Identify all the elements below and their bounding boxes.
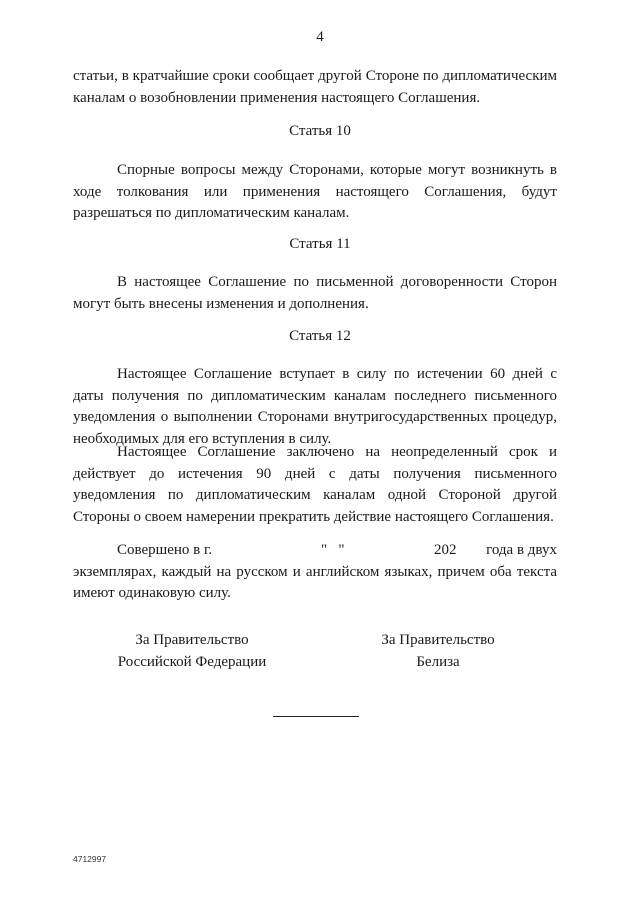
article-10-heading: Статья 10 (289, 123, 351, 139)
signature-belize-line2: Белиза (416, 653, 460, 670)
article-12-paragraph-2: Настоящее Соглашение заключено на неопределенный срок и действует до истечения 90 дней с даты получения письменного уведомления по дипломатическим каналам одной Стороной другой Стороны о своем намерении прекратить действие настоящего Соглашения. (73, 444, 557, 525)
continuation-paragraph: статьи, в кратчайшие сроки сообщает другой Стороне по дипломатическим каналам о возобновлении применения настоящего Соглашения. (73, 68, 557, 106)
separator-line (273, 716, 359, 717)
done-in-prefix: Совершено в г. (117, 542, 213, 558)
signature-belize-line1: За Правительство (381, 632, 495, 648)
done-in-year: 202 (434, 542, 457, 558)
done-in-rest: экземплярах, каждый на русском и английском языках, причем оба текста имеют одинаковую силу. (73, 563, 557, 601)
done-in-quotes: " " (321, 542, 345, 558)
done-in-suffix: года в двух (486, 542, 557, 558)
article-10-paragraph: Спорные вопросы между Сторонами, которые могут возникнуть в ходе толкования или применения настоящего Соглашения, будут разрешаться по дипломатическим каналам. (73, 162, 557, 221)
article-11-paragraph: В настоящее Соглашение по письменной договоренности Сторон могут быть внесены изменения и дополнения. (73, 274, 557, 312)
document-code: 4712997 (73, 854, 107, 864)
signature-russia-line1: За Правительство (135, 632, 249, 648)
article-11-heading: Статья 11 (289, 236, 351, 252)
signature-block-belize (356, 630, 520, 673)
done-in-paragraph (73, 540, 557, 605)
article-12-paragraph-1: Настоящее Соглашение вступает в силу по истечении 60 дней с даты получения по дипломатическим каналам последнего письменного уведомления о выполнении Сторонами внутригосударственных процедур, необходимых для его вступления в силу. (73, 366, 557, 447)
signature-russia-line2: Российской Федерации (117, 653, 267, 670)
signature-block-russia (100, 630, 284, 673)
page-number: 4 (316, 29, 324, 45)
article-12-heading: Статья 12 (289, 328, 351, 344)
